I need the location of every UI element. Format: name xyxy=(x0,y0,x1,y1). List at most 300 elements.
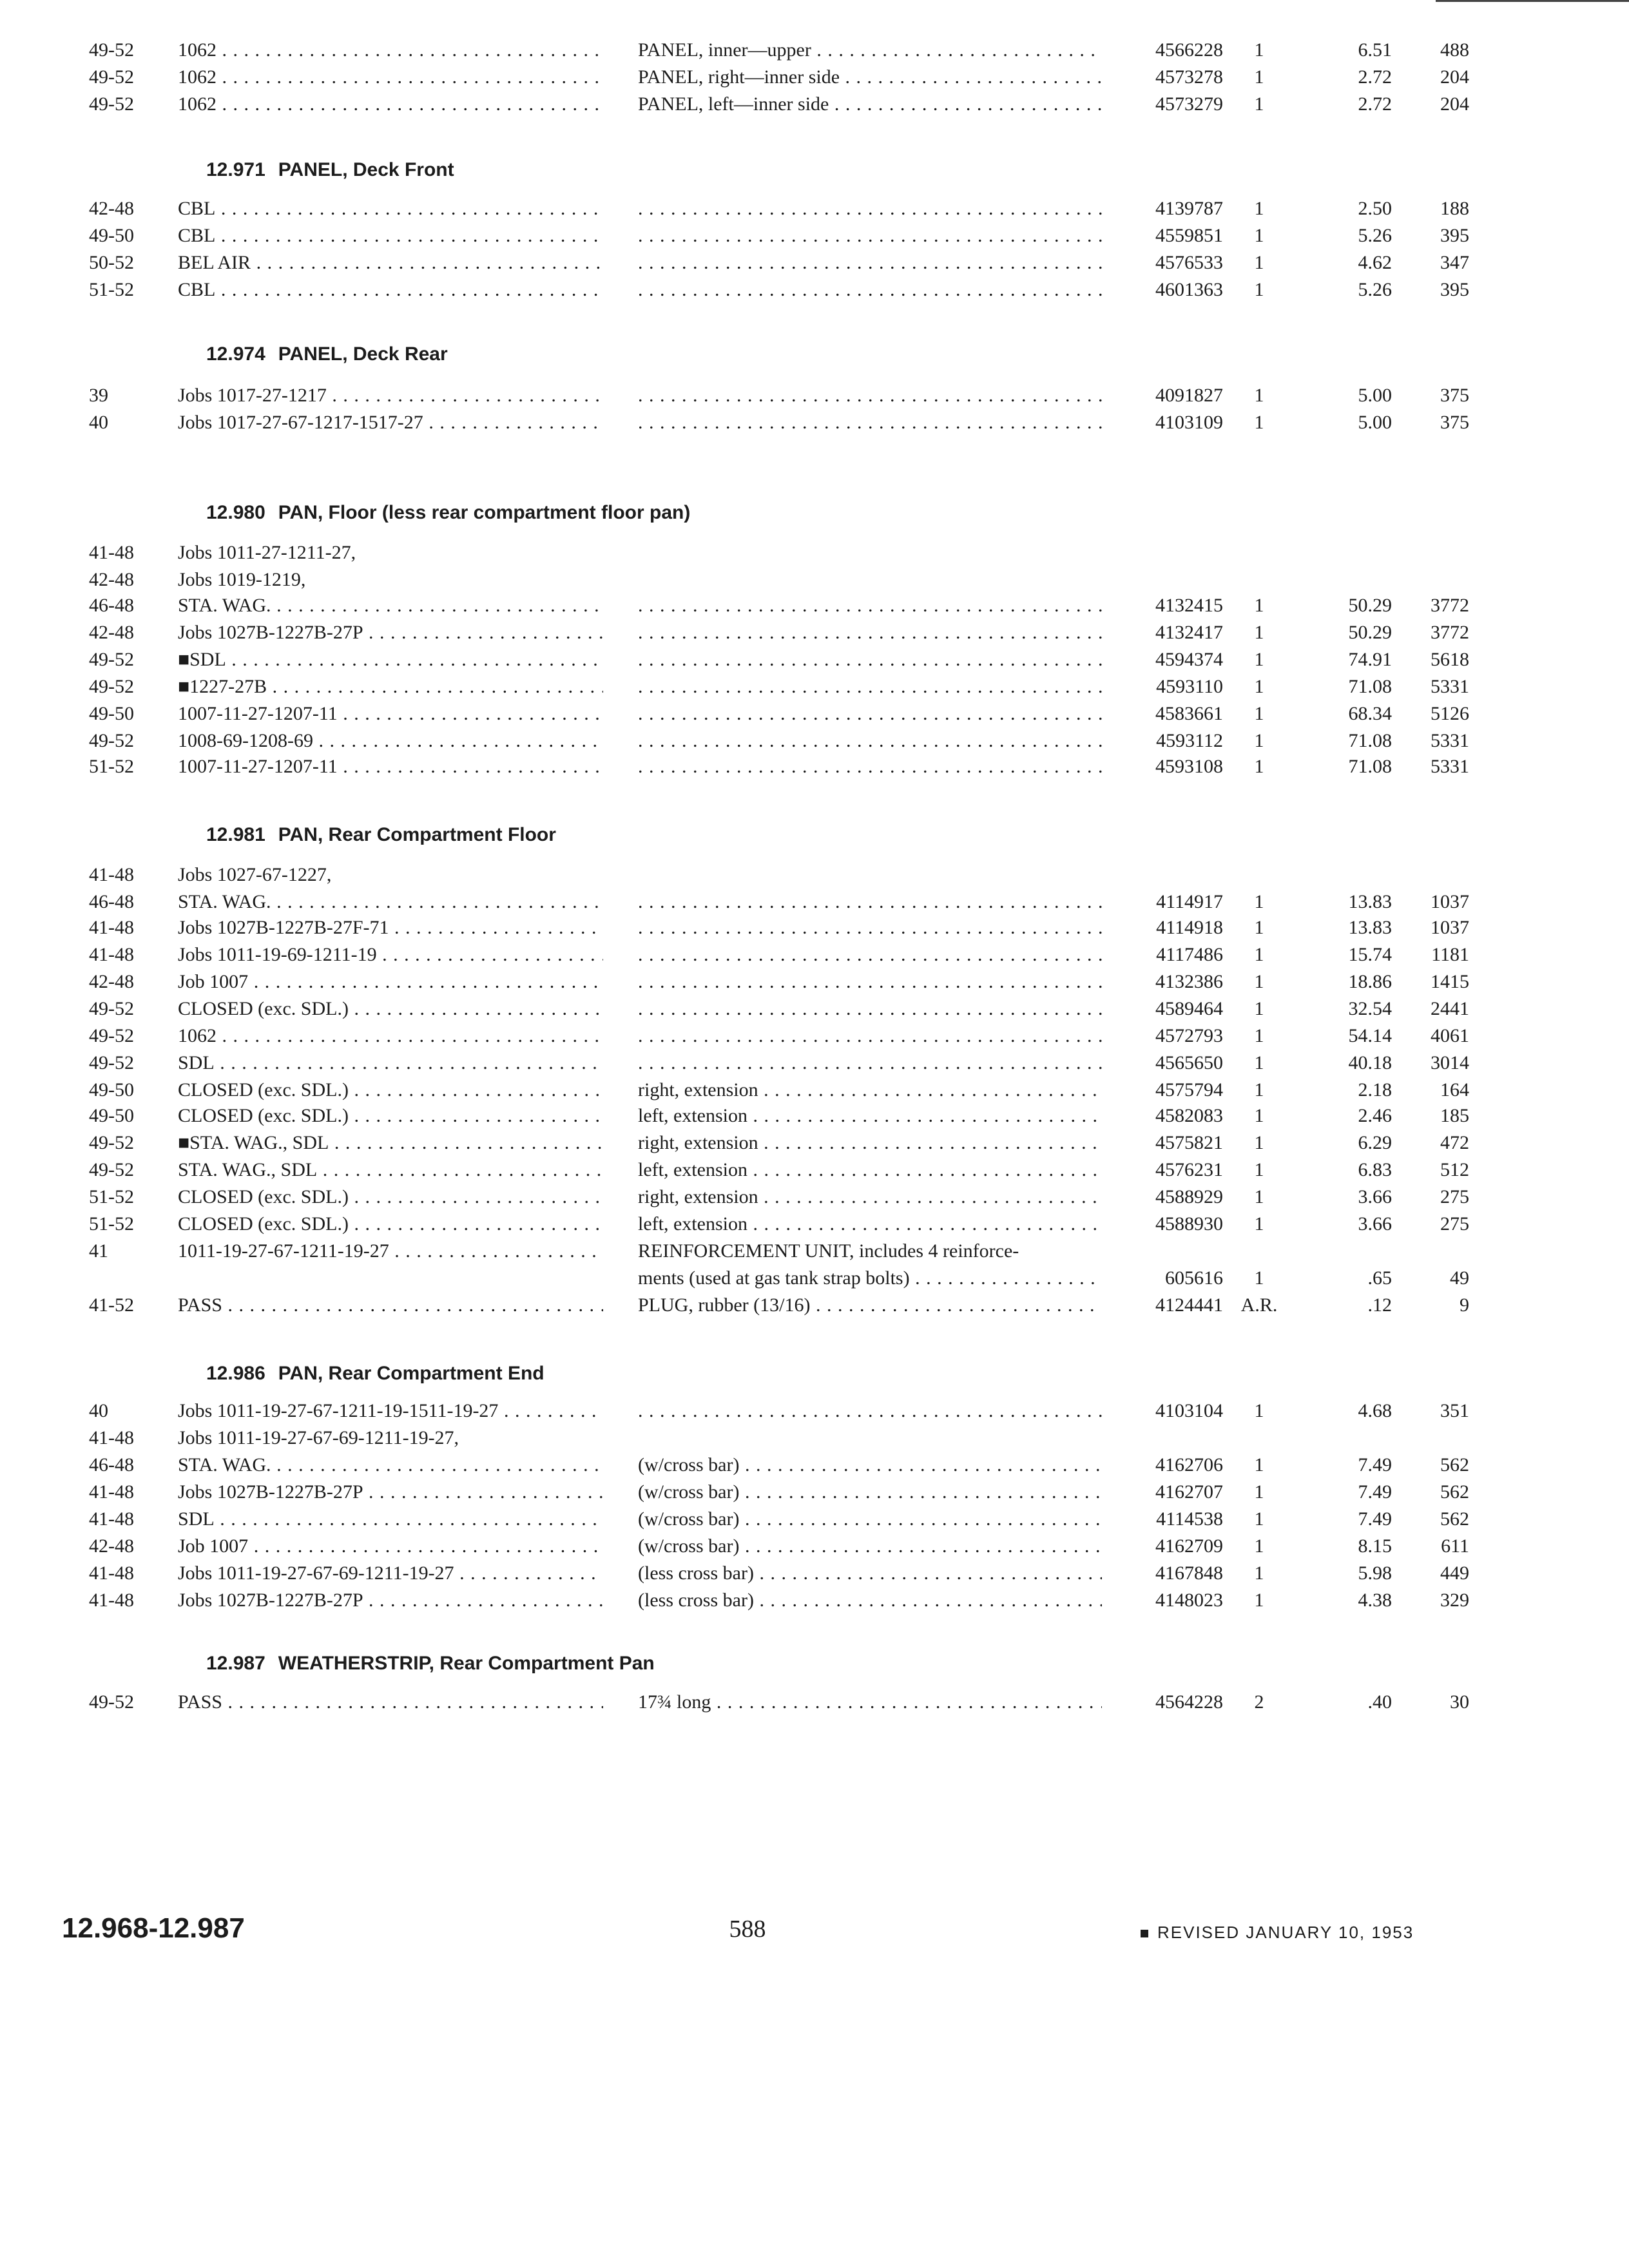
description-cell: (less cross bar) . . . xyxy=(638,1588,1102,1613)
parts-row xyxy=(0,1479,1629,1505)
year-cell: 49-52 xyxy=(89,1691,134,1713)
section-title: WEATHERSTRIP, Rear Compartment Pan xyxy=(278,1653,655,1674)
price-code-cell: 5331 xyxy=(1431,730,1469,751)
quantity-cell: 1 xyxy=(1254,756,1264,777)
description-cell xyxy=(638,969,1102,995)
quantity-cell: 2 xyxy=(1254,1691,1264,1713)
part-number-cell: 4167848 xyxy=(1155,1562,1223,1584)
section-header xyxy=(206,1361,545,1387)
quantity-cell: 1 xyxy=(1254,971,1264,992)
parts-row xyxy=(0,1425,1629,1451)
price-cell: 5.26 xyxy=(1358,279,1392,300)
price-cell: 2.18 xyxy=(1358,1079,1392,1100)
quantity-cell: 1 xyxy=(1254,1481,1264,1503)
parts-row xyxy=(0,915,1629,941)
year-cell: 46-48 xyxy=(89,891,134,912)
year-cell: 42-48 xyxy=(89,971,134,992)
quantity-cell: 1 xyxy=(1254,39,1264,61)
parts-row xyxy=(0,1265,1629,1291)
price-cell: 54.14 xyxy=(1348,1025,1392,1046)
quantity-cell: 1 xyxy=(1254,279,1264,300)
model-cell: CLOSED (exc. SDL.) . . . xyxy=(178,1184,603,1210)
quantity-cell: 1 xyxy=(1254,385,1264,406)
year-cell: 41 xyxy=(89,1240,108,1262)
price-code-cell: 351 xyxy=(1440,1400,1469,1421)
year-cell: 49-52 xyxy=(89,1025,134,1046)
parts-row xyxy=(0,1533,1629,1559)
model-cell: Jobs 1011-19-27-67-69-1211-19-27, xyxy=(178,1427,459,1448)
year-cell: 49-52 xyxy=(89,1132,134,1153)
parts-row xyxy=(0,942,1629,968)
model-cell: 1007-11-27-1207-11 . . . xyxy=(178,701,603,727)
parts-row xyxy=(0,91,1629,117)
year-cell: 51-52 xyxy=(89,1213,134,1235)
price-cell: 2.72 xyxy=(1358,93,1392,115)
model-cell: BEL AIR . . . xyxy=(178,250,603,276)
year-cell: 42-48 xyxy=(89,198,134,219)
year-cell: 51-52 xyxy=(89,756,134,777)
part-number-cell: 4091827 xyxy=(1155,385,1223,406)
price-cell: 18.86 xyxy=(1348,971,1392,992)
description-cell xyxy=(638,996,1102,1022)
price-code-cell: 164 xyxy=(1440,1079,1469,1100)
price-code-cell: 562 xyxy=(1440,1454,1469,1475)
part-number-cell: 4148023 xyxy=(1155,1590,1223,1611)
parts-row xyxy=(0,674,1629,700)
price-code-cell: 472 xyxy=(1440,1132,1469,1153)
model-cell: Jobs 1011-27-1211-27, xyxy=(178,542,356,563)
price-cell: 7.49 xyxy=(1358,1454,1392,1475)
parts-row xyxy=(0,1023,1629,1049)
parts-row xyxy=(0,996,1629,1022)
year-cell: 49-50 xyxy=(89,225,134,246)
price-cell: 3.66 xyxy=(1358,1213,1392,1235)
quantity-cell: 1 xyxy=(1254,944,1264,965)
quantity-cell: 1 xyxy=(1254,1052,1264,1073)
quantity-cell: 1 xyxy=(1254,595,1264,616)
parts-row xyxy=(0,1130,1629,1156)
part-number-cell: 4117486 xyxy=(1156,944,1223,965)
model-cell: SDL . . . xyxy=(178,1050,603,1076)
parts-row xyxy=(0,1157,1629,1183)
section-title: PANEL, Deck Front xyxy=(278,159,454,180)
description-cell xyxy=(638,410,1102,436)
year-cell: 49-50 xyxy=(89,703,134,724)
parts-row xyxy=(0,64,1629,90)
description-cell xyxy=(638,1023,1102,1049)
quantity-cell: 1 xyxy=(1254,1025,1264,1046)
part-number-cell: 4124441 xyxy=(1155,1294,1223,1316)
parts-row xyxy=(0,1506,1629,1532)
model-cell: 1062 . . . xyxy=(178,1023,603,1049)
section-header xyxy=(206,822,556,848)
quantity-cell: 1 xyxy=(1254,93,1264,115)
model-cell: PASS . . . xyxy=(178,1293,603,1318)
year-cell: 41-48 xyxy=(89,1427,134,1448)
description-cell xyxy=(638,915,1102,941)
top-rule xyxy=(1436,0,1629,2)
price-code-cell: 275 xyxy=(1440,1213,1469,1235)
year-cell: 49-52 xyxy=(89,730,134,751)
parts-row xyxy=(0,1184,1629,1210)
price-cell: 50.29 xyxy=(1348,622,1392,643)
price-code-cell: 4061 xyxy=(1431,1025,1469,1046)
parts-row xyxy=(0,701,1629,727)
quantity-cell: 1 xyxy=(1254,891,1264,912)
part-number-cell: 4565650 xyxy=(1155,1052,1223,1073)
description-cell: ments (used at gas tank strap bolts) . . . xyxy=(638,1265,1102,1291)
part-number-cell: 4582083 xyxy=(1155,1105,1223,1126)
section-number: 12.981 xyxy=(206,824,265,845)
year-cell: 50-52 xyxy=(89,252,134,273)
description-cell: (less cross bar) . . . xyxy=(638,1561,1102,1586)
price-code-cell: 562 xyxy=(1440,1481,1469,1503)
section-header xyxy=(206,1651,655,1677)
part-number-cell: 4103109 xyxy=(1155,412,1223,433)
quantity-cell: 1 xyxy=(1254,1079,1264,1100)
description-cell xyxy=(638,889,1102,915)
year-cell: 39 xyxy=(89,385,108,406)
model-cell: STA. WAG. . . . xyxy=(178,1452,603,1478)
description-cell xyxy=(638,223,1102,249)
part-number-cell: 4593110 xyxy=(1156,676,1223,697)
parts-row xyxy=(0,1077,1629,1103)
part-number-cell: 4594374 xyxy=(1155,649,1223,670)
part-number-cell: 4576533 xyxy=(1155,252,1223,273)
year-cell: 41-52 xyxy=(89,1294,134,1316)
description-cell: left, extension . . . xyxy=(638,1211,1102,1237)
description-cell xyxy=(638,1398,1102,1424)
year-cell: 46-48 xyxy=(89,1454,134,1475)
description-cell: (w/cross bar) . . . xyxy=(638,1452,1102,1478)
quantity-cell: 1 xyxy=(1254,676,1264,697)
part-number-cell: 4601363 xyxy=(1155,279,1223,300)
year-cell: 49-50 xyxy=(89,1105,134,1126)
model-cell: Job 1007 . . . xyxy=(178,969,603,995)
parts-row xyxy=(0,410,1629,436)
model-cell: CLOSED (exc. SDL.) . . . xyxy=(178,1077,603,1103)
part-number-cell: 4575794 xyxy=(1155,1079,1223,1100)
model-cell: ■1227-27B . . . xyxy=(178,674,603,700)
model-cell: STA. WAG. . . . xyxy=(178,593,603,619)
price-code-cell: 1415 xyxy=(1431,971,1469,992)
price-cell: 7.49 xyxy=(1358,1508,1392,1530)
section-number: 12.987 xyxy=(206,1653,265,1674)
parts-row xyxy=(0,1238,1629,1264)
quantity-cell: 1 xyxy=(1254,252,1264,273)
part-number-cell: 4559851 xyxy=(1155,225,1223,246)
part-number-cell: 4139787 xyxy=(1155,198,1223,219)
price-cell: 50.29 xyxy=(1348,595,1392,616)
parts-row xyxy=(0,383,1629,408)
parts-row xyxy=(0,1689,1629,1715)
price-cell: 6.29 xyxy=(1358,1132,1392,1153)
part-number-cell: 4162706 xyxy=(1155,1454,1223,1475)
model-cell: 1007-11-27-1207-11 . . . xyxy=(178,754,603,780)
model-cell: CLOSED (exc. SDL.) . . . xyxy=(178,1103,603,1129)
parts-row xyxy=(0,250,1629,276)
page-number: 588 xyxy=(729,1916,766,1943)
part-number-cell: 4593112 xyxy=(1156,730,1223,751)
quantity-cell: 1 xyxy=(1254,649,1264,670)
price-code-cell: 275 xyxy=(1440,1186,1469,1207)
price-cell: 4.38 xyxy=(1358,1590,1392,1611)
year-cell: 51-52 xyxy=(89,279,134,300)
price-cell: 5.98 xyxy=(1358,1562,1392,1584)
section-number: 12.986 xyxy=(206,1363,265,1384)
price-cell: 7.49 xyxy=(1358,1481,1392,1503)
description-cell xyxy=(638,383,1102,408)
year-cell: 51-52 xyxy=(89,1186,134,1207)
year-cell: 49-52 xyxy=(89,1159,134,1180)
parts-row xyxy=(0,889,1629,915)
part-number-cell: 4575821 xyxy=(1155,1132,1223,1153)
quantity-cell: 1 xyxy=(1254,998,1264,1019)
description-cell: PANEL, right—inner side . . . xyxy=(638,64,1102,90)
price-cell: 4.62 xyxy=(1358,252,1392,273)
price-code-cell: 9 xyxy=(1460,1294,1469,1316)
price-code-cell: 188 xyxy=(1440,198,1469,219)
model-cell: ■STA. WAG., SDL . . . xyxy=(178,1130,603,1156)
price-cell: .12 xyxy=(1367,1294,1392,1316)
part-number-cell: 4593108 xyxy=(1155,756,1223,777)
description-cell xyxy=(638,647,1102,673)
parts-row xyxy=(0,1398,1629,1424)
description-cell: (w/cross bar) . . . xyxy=(638,1533,1102,1559)
description-cell: (w/cross bar) . . . xyxy=(638,1506,1102,1532)
quantity-cell: 1 xyxy=(1254,1186,1264,1207)
year-cell: 41-48 xyxy=(89,944,134,965)
parts-row xyxy=(0,223,1629,249)
year-cell: 41-48 xyxy=(89,1562,134,1584)
parts-row xyxy=(0,620,1629,646)
part-number-cell: 4583661 xyxy=(1155,703,1223,724)
parts-row xyxy=(0,969,1629,995)
quantity-cell: 1 xyxy=(1254,1105,1264,1126)
model-cell: Job 1007 . . . xyxy=(178,1533,603,1559)
description-cell: left, extension . . . xyxy=(638,1103,1102,1129)
price-cell: 2.50 xyxy=(1358,198,1392,219)
part-number-cell: 4572793 xyxy=(1155,1025,1223,1046)
part-number-cell: 4576231 xyxy=(1155,1159,1223,1180)
price-code-cell: 3772 xyxy=(1431,622,1469,643)
description-cell xyxy=(638,277,1102,303)
quantity-cell: 1 xyxy=(1254,1132,1264,1153)
price-code-cell: 3772 xyxy=(1431,595,1469,616)
price-cell: 74.91 xyxy=(1348,649,1392,670)
description-cell: left, extension . . . xyxy=(638,1157,1102,1183)
model-cell: CLOSED (exc. SDL.) . . . xyxy=(178,1211,603,1237)
parts-row xyxy=(0,1561,1629,1586)
section-number: 12.971 xyxy=(206,159,265,180)
model-cell: SDL . . . xyxy=(178,1506,603,1532)
section-header xyxy=(206,500,690,526)
section-range: 12.968-12.987 xyxy=(62,1912,245,1944)
year-cell: 41-48 xyxy=(89,864,134,885)
price-code-cell: 30 xyxy=(1450,1691,1469,1713)
model-cell: Jobs 1017-27-1217 . . . xyxy=(178,383,603,408)
price-cell: 2.46 xyxy=(1358,1105,1392,1126)
model-cell: 1011-19-27-67-1211-19-27 . . . xyxy=(178,1238,603,1264)
quantity-cell: A.R. xyxy=(1240,1294,1278,1316)
model-cell: ■SDL . . . xyxy=(178,647,603,673)
price-code-cell: 375 xyxy=(1440,385,1469,406)
parts-row xyxy=(0,567,1629,593)
quantity-cell: 1 xyxy=(1254,1590,1264,1611)
year-cell: 40 xyxy=(89,412,108,433)
price-cell: 5.00 xyxy=(1358,412,1392,433)
model-cell: Jobs 1027B-1227B-27F-71 . . . xyxy=(178,915,603,941)
part-number-cell: 4573279 xyxy=(1155,93,1223,115)
price-code-cell: 375 xyxy=(1440,412,1469,433)
part-number-cell: 4103104 xyxy=(1155,1400,1223,1421)
year-cell: 49-50 xyxy=(89,1079,134,1100)
price-code-cell: 185 xyxy=(1440,1105,1469,1126)
quantity-cell: 1 xyxy=(1254,225,1264,246)
price-code-cell: 395 xyxy=(1440,225,1469,246)
quantity-cell: 1 xyxy=(1254,1267,1264,1289)
description-cell: right, extension . . . xyxy=(638,1077,1102,1103)
year-cell: 41-48 xyxy=(89,1508,134,1530)
model-cell: Jobs 1017-27-67-1217-1517-27 . . . xyxy=(178,410,603,436)
price-code-cell: 5618 xyxy=(1431,649,1469,670)
description-cell xyxy=(638,754,1102,780)
part-number-cell: 4132415 xyxy=(1155,595,1223,616)
year-cell: 42-48 xyxy=(89,622,134,643)
model-cell: 1008-69-1208-69 . . . xyxy=(178,728,603,754)
price-cell: 71.08 xyxy=(1348,756,1392,777)
parts-row xyxy=(0,647,1629,673)
price-cell: 13.83 xyxy=(1348,917,1392,938)
part-number-cell: 4132386 xyxy=(1155,971,1223,992)
parts-row xyxy=(0,540,1629,566)
price-code-cell: 562 xyxy=(1440,1508,1469,1530)
price-code-cell: 3014 xyxy=(1431,1052,1469,1073)
year-cell: 49-52 xyxy=(89,649,134,670)
price-cell: 71.08 xyxy=(1348,730,1392,751)
model-cell: Jobs 1027-67-1227, xyxy=(178,864,332,885)
part-number-cell: 4564228 xyxy=(1155,1691,1223,1713)
quantity-cell: 1 xyxy=(1254,198,1264,219)
year-cell: 40 xyxy=(89,1400,108,1421)
year-cell: 41-48 xyxy=(89,1481,134,1503)
quantity-cell: 1 xyxy=(1254,917,1264,938)
parts-row xyxy=(0,1452,1629,1478)
price-cell: 15.74 xyxy=(1348,944,1392,965)
description-cell: PANEL, inner—upper . . . xyxy=(638,37,1102,63)
quantity-cell: 1 xyxy=(1254,622,1264,643)
section-title: PAN, Rear Compartment End xyxy=(278,1363,545,1384)
price-code-cell: 49 xyxy=(1450,1267,1469,1289)
part-number-cell: 4114918 xyxy=(1156,917,1223,938)
year-cell: 49-52 xyxy=(89,676,134,697)
revision-mark-icon xyxy=(1141,1930,1148,1937)
parts-row xyxy=(0,37,1629,63)
year-cell: 41-48 xyxy=(89,917,134,938)
description-cell: PLUG, rubber (13/16) . . . xyxy=(638,1293,1102,1318)
price-cell: 8.15 xyxy=(1358,1535,1392,1557)
model-cell: 1062 . . . xyxy=(178,91,603,117)
description-cell: REINFORCEMENT UNIT, includes 4 reinforce- xyxy=(638,1240,1019,1262)
model-cell: CBL . . . xyxy=(178,277,603,303)
model-cell: Jobs 1011-19-69-1211-19 . . . xyxy=(178,942,603,968)
price-cell: .65 xyxy=(1367,1267,1392,1289)
price-code-cell: 488 xyxy=(1440,39,1469,61)
model-cell: PASS . . . xyxy=(178,1689,603,1715)
description-cell xyxy=(638,250,1102,276)
year-cell: 49-52 xyxy=(89,1052,134,1073)
year-cell: 49-52 xyxy=(89,93,134,115)
description-cell: PANEL, left—inner side . . . xyxy=(638,91,1102,117)
year-cell: 41-48 xyxy=(89,1590,134,1611)
part-number-cell: 4573278 xyxy=(1155,66,1223,88)
description-cell xyxy=(638,593,1102,619)
model-cell: Jobs 1011-19-27-67-69-1211-19-27 . . . xyxy=(178,1561,603,1586)
model-cell: CBL . . . xyxy=(178,223,603,249)
quantity-cell: 1 xyxy=(1254,1400,1264,1421)
year-cell: 49-52 xyxy=(89,39,134,61)
price-code-cell: 1181 xyxy=(1431,944,1469,965)
description-cell xyxy=(638,728,1102,754)
model-cell: Jobs 1019-1219, xyxy=(178,569,306,590)
section-title: PANEL, Deck Rear xyxy=(278,343,448,365)
year-cell: 42-48 xyxy=(89,569,134,590)
section-header xyxy=(206,341,448,367)
year-cell: 49-52 xyxy=(89,66,134,88)
price-code-cell: 347 xyxy=(1440,252,1469,273)
price-cell: 68.34 xyxy=(1348,703,1392,724)
parts-row xyxy=(0,754,1629,780)
quantity-cell: 1 xyxy=(1254,1213,1264,1235)
price-code-cell: 204 xyxy=(1440,66,1469,88)
parts-row xyxy=(0,1588,1629,1613)
year-cell: 42-48 xyxy=(89,1535,134,1557)
description-cell: (w/cross bar) . . . xyxy=(638,1479,1102,1505)
model-cell: 1062 . . . xyxy=(178,64,603,90)
price-code-cell: 1037 xyxy=(1431,891,1469,912)
price-cell: 6.83 xyxy=(1358,1159,1392,1180)
price-code-cell: 512 xyxy=(1440,1159,1469,1180)
quantity-cell: 1 xyxy=(1254,412,1264,433)
part-number-cell: 4588930 xyxy=(1155,1213,1223,1235)
parts-row xyxy=(0,862,1629,888)
price-cell: 32.54 xyxy=(1348,998,1392,1019)
price-cell: 6.51 xyxy=(1358,39,1392,61)
quantity-cell: 1 xyxy=(1254,1535,1264,1557)
parts-row xyxy=(0,1050,1629,1076)
revision-text: REVISED JANUARY 10, 1953 xyxy=(1157,1923,1414,1942)
year-cell: 46-48 xyxy=(89,595,134,616)
section-number: 12.974 xyxy=(206,343,265,365)
price-code-cell: 449 xyxy=(1440,1562,1469,1584)
model-cell: CLOSED (exc. SDL.) . . . xyxy=(178,996,603,1022)
price-cell: 13.83 xyxy=(1348,891,1392,912)
price-cell: 5.26 xyxy=(1358,225,1392,246)
description-cell xyxy=(638,701,1102,727)
quantity-cell: 1 xyxy=(1254,1454,1264,1475)
price-code-cell: 329 xyxy=(1440,1590,1469,1611)
year-cell: 41-48 xyxy=(89,542,134,563)
model-cell: Jobs 1011-19-27-67-1211-19-1511-19-27 . . . xyxy=(178,1398,603,1424)
quantity-cell: 1 xyxy=(1254,1562,1264,1584)
quantity-cell: 1 xyxy=(1254,1508,1264,1530)
price-cell: 3.66 xyxy=(1358,1186,1392,1207)
part-number-cell: 4566228 xyxy=(1155,39,1223,61)
year-cell: 49-52 xyxy=(89,998,134,1019)
model-cell: STA. WAG. . . . xyxy=(178,889,603,915)
price-code-cell: 395 xyxy=(1440,279,1469,300)
description-cell xyxy=(638,196,1102,222)
